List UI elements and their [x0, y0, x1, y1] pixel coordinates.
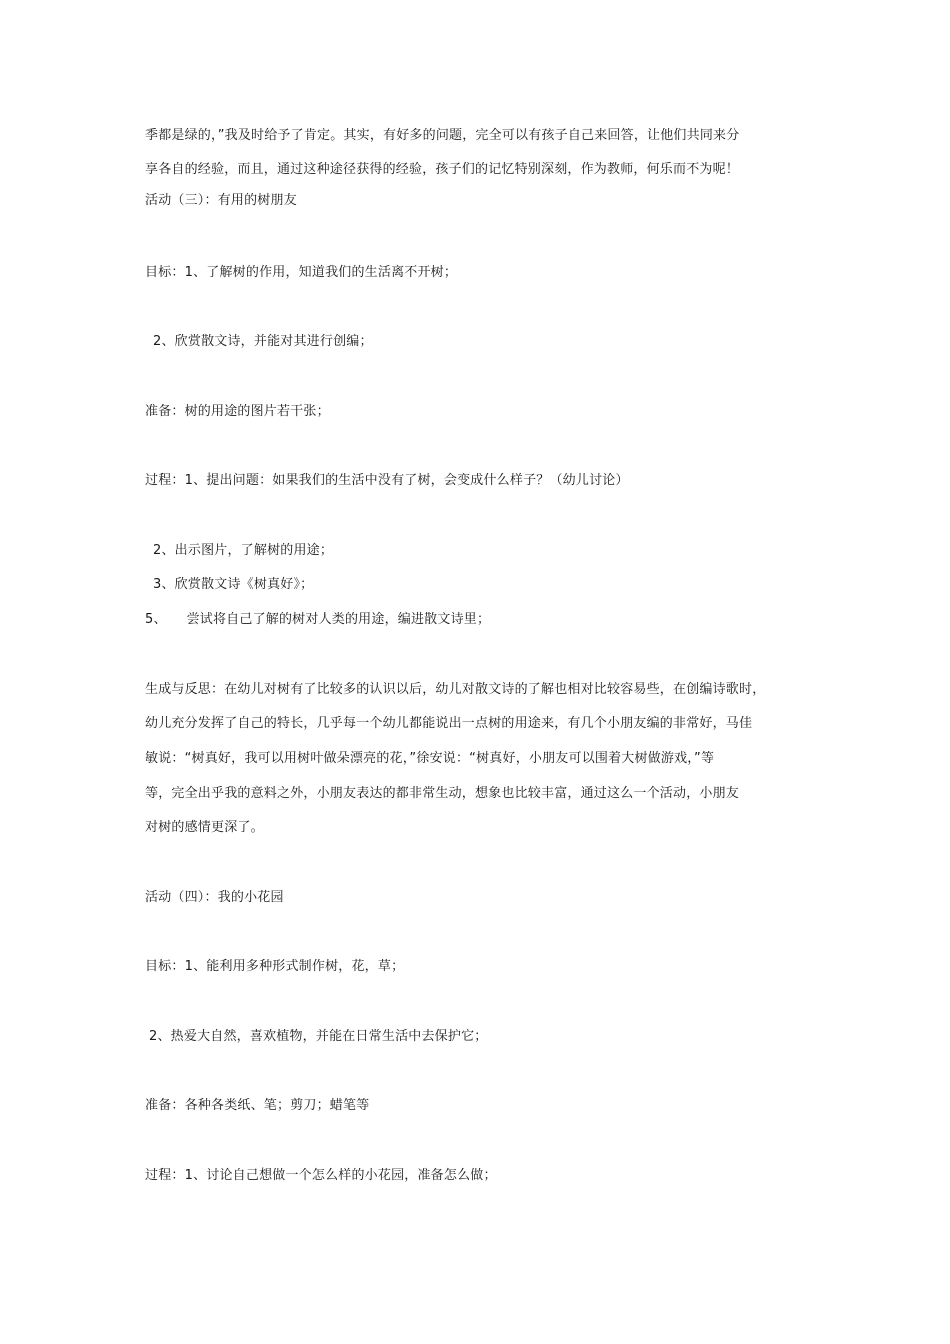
- goal-line: 目标：1、了解树的作用，知道我们的生活离不开树；: [145, 265, 458, 280]
- reflection-line: 幼儿充分发挥了自己的特长，几乎每一个幼儿都能说出一点树的用途来，有几个小朋友编的非常好，马佳: [145, 716, 753, 731]
- paragraph-line: 享各自的经验，而且，通过这种途径获得的经验，孩子们的记忆特别深刻，作为教师，何乐而不为呢！: [145, 162, 740, 177]
- process-line: 过程：1、讨论自己想做一个怎么样的小花园，准备怎么做；: [145, 1168, 497, 1183]
- section-heading: 活动（四）：我的小花园: [145, 890, 284, 905]
- preparation-line: 准备：树的用途的图片若干张；: [145, 404, 330, 419]
- process-line: 过程：1、提出问题：如果我们的生活中没有了树，会变成什么样子？（幼儿讨论）: [145, 473, 629, 488]
- goal-line: 2、热爱大自然，喜欢植物，并能在日常生活中去保护它；: [149, 1029, 488, 1044]
- section-heading: 活动（三）：有用的树朋友: [145, 193, 297, 208]
- process-line: 3、欣赏散文诗《树真好》；: [153, 577, 314, 592]
- preparation-line: 准备：各种各类纸、笔；剪刀；蜡笔等: [145, 1098, 370, 1113]
- reflection-line: 等，完全出乎我的意料之外，小朋友表达的都非常生动，想象也比较丰富，通过这么一个活动，小朋友: [145, 786, 740, 801]
- process-line: 5、 尝试将自己了解的树对人类的用途，编进散文诗里；: [145, 612, 491, 627]
- reflection-line: 敏说：“树真好，我可以用树叶做朵漂亮的花，”徐安说：“树真好，小朋友可以围着大树做游戏，”等: [145, 751, 715, 766]
- paragraph-line: 季都是绿的，”我及时给予了肯定。其实，有好多的问题，完全可以有孩子自己来回答，让他们共同来分: [145, 128, 740, 143]
- goal-line: 目标：1、能利用多种形式制作树，花，草；: [145, 959, 405, 974]
- goal-line: 2、欣赏散文诗，并能对其进行创编；: [153, 334, 373, 349]
- process-line: 2、出示图片，了解树的用途；: [153, 543, 334, 558]
- reflection-line: 生成与反思：在幼儿对树有了比较多的认识以后，幼儿对散文诗的了解也相对比较容易些，在创编诗歌时，: [145, 682, 766, 697]
- reflection-line: 对树的感情更深了。: [145, 820, 264, 835]
